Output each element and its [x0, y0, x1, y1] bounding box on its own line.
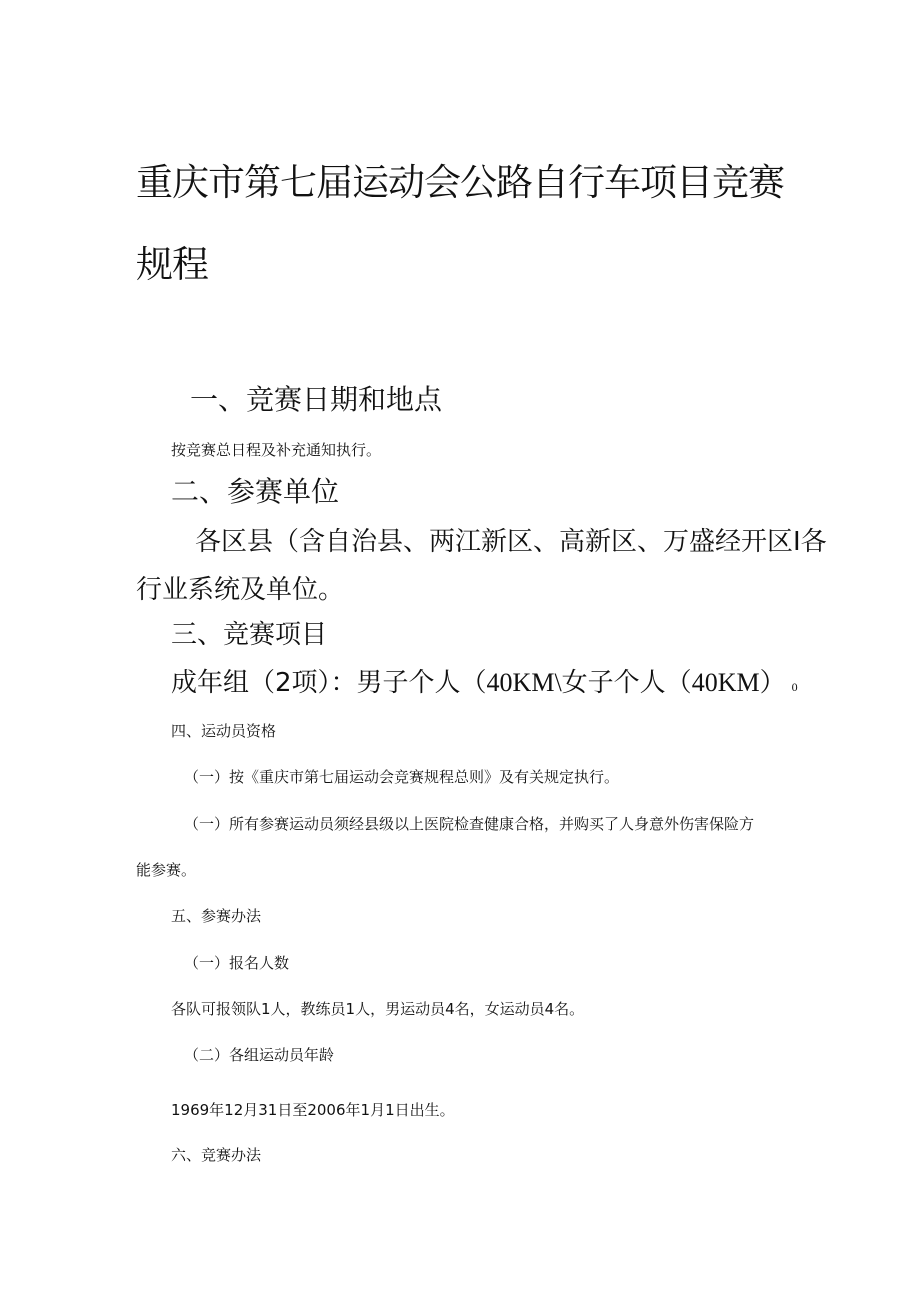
section-2-text-line-2: 行业系统及单位。: [136, 575, 345, 605]
section-5-sub-2-text: 1969年12月31日至2006年1月1日出生。: [171, 1101, 455, 1119]
section-3-item: [171, 670, 798, 696]
section-5-heading: 五、参赛办法: [171, 907, 262, 925]
section-6-heading: 六、竞赛办法: [171, 1146, 262, 1164]
section-4-item-2-line-2: 能参赛。: [136, 861, 197, 879]
section-3-heading: 三、竞赛项目: [171, 620, 328, 650]
document-title-line-2: 规程: [136, 243, 208, 286]
section-3-item-suffix: 0: [791, 680, 798, 694]
section-5-sub-1: （一）报名人数: [184, 954, 290, 972]
section-3-item-km-1: 40KM\: [486, 668, 562, 697]
section-4-heading: 四、运动员资格: [171, 722, 277, 740]
section-3-item-km-2: 40KM）: [691, 668, 786, 697]
section-2-heading: 二、参赛单位: [171, 475, 340, 508]
section-3-item-prefix: 成年组（2项）：男子个人（: [171, 668, 487, 698]
document-title-line-1: 重庆市第七届运动会公路自行车项目竞赛: [136, 161, 784, 204]
section-1-heading: 一、竞赛日期和地点: [190, 383, 443, 416]
section-5-sub-2: （二）各组运动员年龄: [184, 1046, 335, 1064]
section-3-item-mid: 女子个人（: [561, 668, 692, 698]
section-4-item-2-line-1: （一）所有参赛运动员须经县级以上医院检查健康合格，并购买了人身意外伤害保险方: [184, 815, 755, 833]
section-4-item-1: （一）按《重庆市第七届运动会竞赛规程总则》及有关规定执行。: [184, 768, 620, 786]
section-2-text-line-1: 各区县（含自治县、两江新区、高新区、万盛经开区I各: [195, 527, 827, 557]
section-5-sub-1-text: 各队可报领队1人，教练员1人，男运动员4名，女运动员4名。: [171, 1000, 585, 1018]
section-1-text: 按竞赛总日程及补充通知执行。: [171, 441, 382, 459]
